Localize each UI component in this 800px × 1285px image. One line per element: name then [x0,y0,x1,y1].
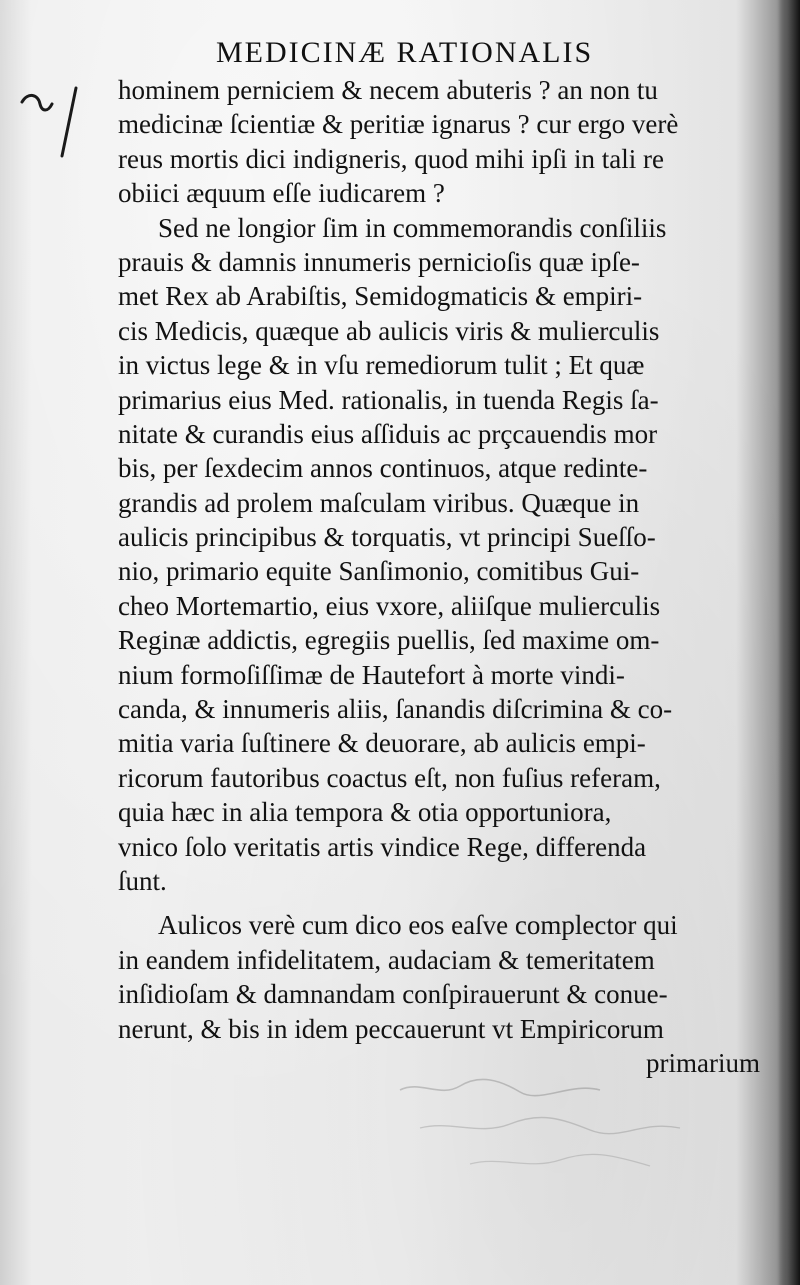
text-line: met Rex ab Arabiſtis, Semidogmaticis & empiri- [118,281,643,312]
text-line: prauis & damnis innumeris pernicioſis quæ ipſe- [118,246,640,277]
text-line: cis Medicis, quæque ab aulicis viris & mulierculis [118,315,660,346]
text-line: grandis ad prolem maſculam viribus. Quæque in [118,487,640,518]
text-line: primarius eius Med. rationalis, in tuenda Regis ſa- [118,384,659,415]
text-line: nio, primario equite Sanſimonio, comitibus Gui- [118,556,640,587]
text-line: vnico ſolo veritatis artis vindice Rege, differenda [118,831,647,862]
text-line: ſunt. [118,865,167,896]
text-line: bis, per ſexdecim annos continuos, atque redinte- [118,453,648,484]
text-line: medicinæ ſcientiæ & peritiæ ignarus ? cur ergo verè [118,109,679,140]
text-line: in eandem infidelitatem, audaciam & temeritatem [118,944,655,975]
text-line: mitia varia ſuſtinere & deuorare, ab aulicis empi- [118,728,646,759]
text-line: reus mortis dici indigneris, quod mihi ipſi in tali re [118,143,664,174]
body-text [118,73,778,1080]
text-line: obiici æquum eſſe iudicarem ? [118,178,445,209]
text-line: quia hæc in alia tempora & otia opportuniora, [118,797,612,828]
text-line: nitate & curandis eius aſſiduis ac prçcauendis mor [118,418,658,449]
text-line: nerunt, & bis in idem peccauerunt vt Empiricorum [118,1013,664,1044]
text-line: hominem perniciem & necem abuteris ? an non tu [118,75,658,105]
text-line: Sed ne longior ſim in commemorandis conſiliis [158,212,667,243]
handwritten-scribble [380,1070,760,1190]
catchword: primarium [646,1047,760,1078]
text-line: cheo Mortemartio, eius vxore, aliiſque mulierculis [118,590,661,621]
text-line: aulicis principibus & torquatis, vt principi Sueſſo- [118,522,656,553]
text-line: Reginæ addictis, egregiis puellis, ſed maxime om- [118,625,660,656]
text-line: Aulicos verè cum dico eos eaſve complector qui [158,910,678,941]
text-line: ricorum fautoribus coactus eſt, non fuſius referam, [118,762,661,793]
margin-annotation-mark [18,82,88,162]
text-line: inſidioſam & damnandam conſpirauerunt & conue- [118,979,668,1010]
text-line: in victus lege & in vſu remediorum tulit ; Et quæ [118,350,645,381]
text-line: canda, & innumeris aliis, ſanandis diſcrimina & co- [118,694,673,725]
binding-shadow [778,0,800,1285]
running-head: MEDICINÆ RATIONALIS [216,36,594,69]
text-line: nium formoſiſſimæ de Hautefort à morte vindi- [118,659,625,690]
